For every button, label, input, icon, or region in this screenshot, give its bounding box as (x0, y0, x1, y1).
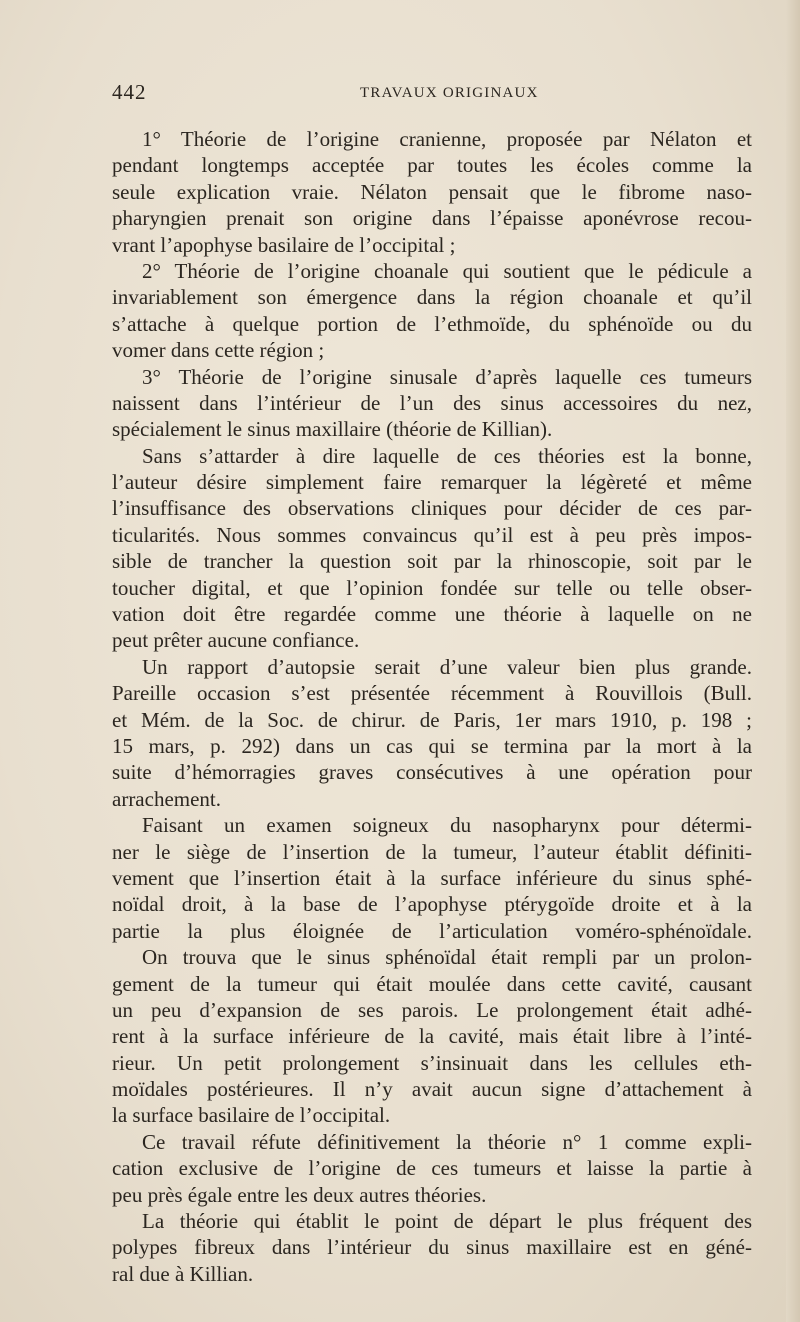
text-line: 2° Théorie de l’origine choanale qui soutient que le pédicule a (142, 258, 752, 283)
text-line: l’insuffisance des observations cliniques pour décider de ces par- (112, 496, 752, 521)
running-head: TRAVAUX ORIGINAUX (360, 85, 539, 101)
text-line: naissent dans l’intérieur de l’un des sinus accessoires du nez, (112, 390, 752, 415)
text-line: pharyngien prenait son origine dans l’épaisse aponévrose recou- (112, 206, 752, 231)
text-line: toucher digital, et que l’opinion fondée sur telle ou telle obser- (112, 575, 752, 600)
text-line: moïdales postérieures. Il n’y avait aucun signe d’attachement à (112, 1077, 752, 1102)
text-line: suite d’hémorragies graves consécutives à une opération pour (112, 760, 752, 785)
text-line: Pareille occasion s’est présentée récemment à Rouvillois (Bull. (112, 681, 752, 706)
text-line: polypes fibreux dans l’intérieur du sinus maxillaire est en géné- (112, 1235, 752, 1260)
text-line: On trouva que le sinus sphénoïdal était rempli par un prolon- (142, 945, 752, 970)
text-line: vement que l’insertion était à la surface inférieure du sinus sphé- (112, 865, 752, 890)
text-line: Faisant un examen soigneux du nasopharynx pour détermi- (142, 813, 752, 838)
text-line: ral due à Killian. (112, 1261, 254, 1286)
text-line: vomer dans cette région ; (112, 338, 325, 363)
text-line: pendant longtemps acceptée par toutes les écoles comme la (112, 153, 752, 178)
text-line: sible de trancher la question soit par la rhinoscopie, soit par le (112, 549, 752, 574)
text-line: ner le siège de l’insertion de la tumeur, l’auteur établit définiti- (112, 839, 752, 864)
text-line: La théorie qui établit le point de départ le plus fréquent des (142, 1209, 752, 1234)
text-line: l’auteur désire simplement faire remarquer la légèreté et même (112, 470, 752, 495)
text-line: peut prêter aucune confiance. (112, 628, 360, 653)
text-line: arrachement. (112, 786, 222, 811)
text-line: la surface basilaire de l’occipital. (112, 1103, 391, 1128)
text-line: s’attache à quelque portion de l’ethmoïde, du sphénoïde ou du (112, 311, 752, 336)
text-line: cation exclusive de l’origine de ces tumeurs et laisse la partie à (112, 1156, 752, 1181)
body-text (112, 126, 752, 1287)
page-header (112, 80, 750, 110)
text-line: vation doit être regardée comme une théorie à laquelle on ne (112, 602, 752, 627)
page-number: 442 (112, 80, 147, 104)
text-line: 3° Théorie de l’origine sinusale d’après laquelle ces tumeurs (142, 364, 752, 389)
text-line: et Mém. de la Soc. de chirur. de Paris, 1er mars 1910, p. 198 ; (112, 707, 752, 732)
text-line: 15 mars, p. 292) dans un cas qui se termina par la mort à la (112, 733, 752, 758)
text-line: partie la plus éloignée de l’articulation voméro-sphénoïdale. (112, 918, 752, 943)
text-line: rent à la surface inférieure de la cavité, mais était libre à l’inté- (112, 1024, 752, 1049)
text-line: gement de la tumeur qui était moulée dans cette cavité, causant (112, 971, 752, 996)
text-line: Ce travail réfute définitivement la théorie n° 1 comme expli- (142, 1129, 752, 1154)
text-line: Sans s’attarder à dire laquelle de ces théories est la bonne, (142, 443, 752, 468)
text-line: Un rapport d’autopsie serait d’une valeur bien plus grande. (142, 654, 752, 679)
text-line: seule explication vraie. Nélaton pensait que le fibrome naso- (112, 179, 752, 204)
text-line: invariablement son émergence dans la région choanale et qu’il (112, 285, 752, 310)
text-line: noïdal droit, à la base de l’apophyse ptérygoïde droite et à la (112, 892, 752, 917)
text-line: rieur. Un petit prolongement s’insinuait dans les cellules eth- (112, 1050, 752, 1075)
text-line: spécialement le sinus maxillaire (théorie de Killian). (112, 417, 553, 442)
text-line: 1° Théorie de l’origine cranienne, proposée par Nélaton et (142, 127, 752, 151)
text-line: ticularités. Nous sommes convaincus qu’il est à peu près impos- (112, 522, 752, 547)
page-edge (786, 0, 800, 1322)
text-line: vrant l’apophyse basilaire de l’occipital ; (112, 232, 456, 257)
text-line: un peu d’expansion de ses parois. Le prolongement était adhé- (112, 997, 752, 1022)
text-line: peu près égale entre les deux autres théories. (112, 1182, 487, 1207)
